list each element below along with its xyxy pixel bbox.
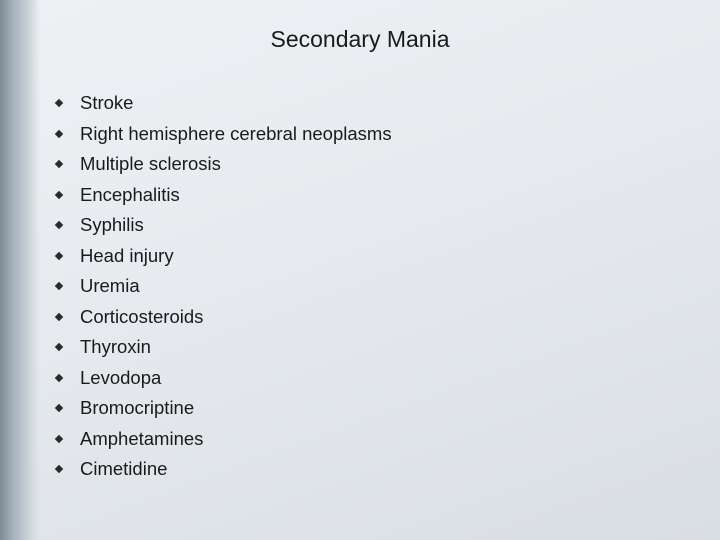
list-item: [52, 210, 392, 241]
diamond-bullet-icon: [55, 435, 63, 443]
list-item: [52, 424, 392, 455]
diamond-bullet-icon: [55, 160, 63, 168]
diamond-bullet-icon: [55, 465, 63, 473]
left-decorative-bar: [0, 0, 40, 540]
list-item-label: Thyroxin: [80, 336, 151, 358]
list-item-label: Multiple sclerosis: [80, 153, 221, 175]
list-item-label: Bromocriptine: [80, 397, 195, 419]
list-item-label: Head injury: [80, 244, 174, 266]
slide-title-text: Secondary Mania: [270, 26, 450, 52]
list-item-label: Encephalitis: [80, 183, 180, 205]
list-item: [52, 454, 392, 485]
list-item-label: Amphetamines: [80, 427, 204, 449]
list-item-label: Levodopa: [80, 366, 162, 388]
diamond-bullet-icon: [55, 404, 63, 412]
list-item: [52, 363, 392, 394]
list-item: [52, 180, 392, 211]
list-item: [52, 149, 392, 180]
list-item-label: Stroke: [80, 92, 134, 114]
list-item-label: Corticosteroids: [80, 305, 204, 327]
diamond-bullet-icon: [55, 99, 63, 107]
diamond-bullet-icon: [55, 252, 63, 260]
list-item-label: Syphilis: [80, 214, 144, 236]
diamond-bullet-icon: [55, 191, 63, 199]
list-item: [52, 88, 392, 119]
diamond-bullet-icon: [55, 130, 63, 138]
list-item-label: Uremia: [80, 275, 140, 297]
list-item: [52, 119, 392, 150]
list-item-label: Cimetidine: [80, 458, 168, 480]
list-item: [52, 271, 392, 302]
list-item: [52, 302, 392, 333]
diamond-bullet-icon: [55, 313, 63, 321]
diamond-bullet-icon: [55, 282, 63, 290]
diamond-bullet-icon: [55, 343, 63, 351]
list-item-label: Right hemisphere cerebral neoplasms: [80, 122, 392, 144]
bullet-list: [52, 88, 392, 485]
slide-title: [0, 26, 720, 53]
diamond-bullet-icon: [55, 221, 63, 229]
list-item: [52, 332, 392, 363]
list-item: [52, 241, 392, 272]
diamond-bullet-icon: [55, 374, 63, 382]
list-item: [52, 393, 392, 424]
